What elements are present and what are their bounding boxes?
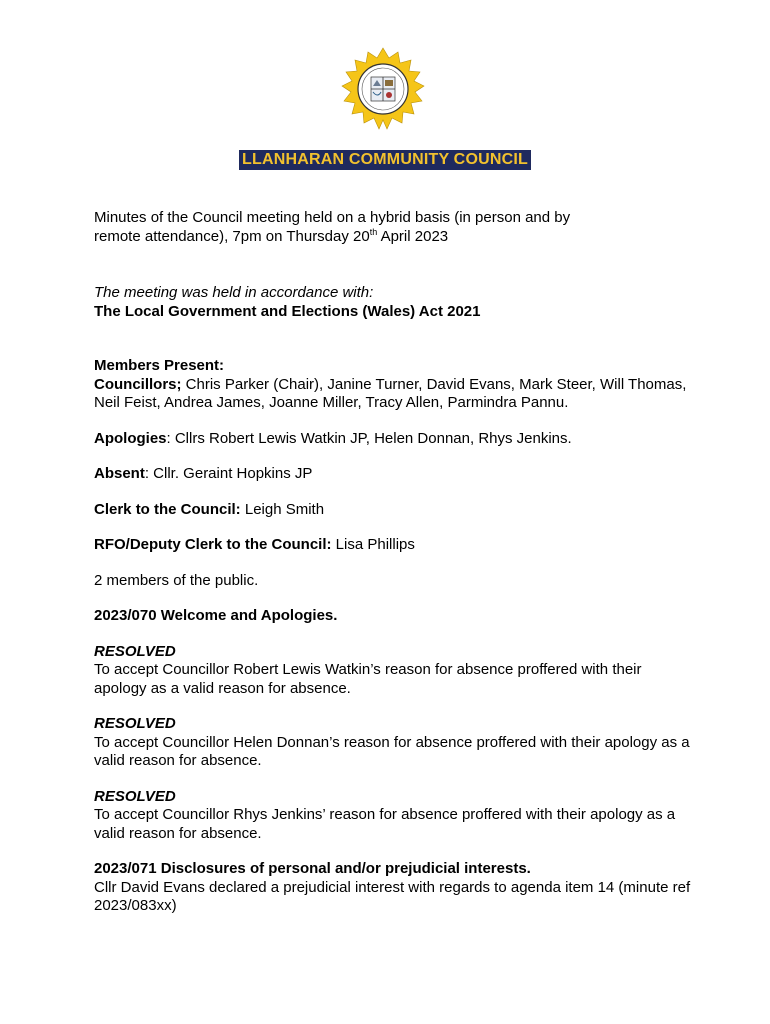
item-071-text: Cllr David Evans declared a prejudicial interest with regards to agenda item 14 (minute ref 2023/083xx)	[94, 878, 691, 914]
members-heading: Members Present:	[94, 357, 225, 374]
clerk-label: Clerk to the Council:	[94, 500, 241, 518]
title-container	[0, 150, 770, 170]
public-attendance: 2 members of the public.	[94, 571, 259, 589]
council-title: LLANHARAN COMMUNITY COUNCIL	[239, 150, 531, 170]
rfo-clerk	[94, 536, 694, 555]
apologies	[94, 430, 694, 449]
accordance-statement: The meeting was held in accordance with:	[94, 284, 374, 301]
resolution-text: To accept Councillor Rhys Jenkins’ reason for absence proffered with their apology as a valid reason for absence.	[94, 806, 676, 842]
resolved-label: RESOLVED	[94, 642, 176, 660]
intro-line1: Minutes of the Council meeting held on a hybrid basis (in person and by	[94, 209, 571, 226]
item-070-heading: 2023/070 Welcome and Apologies.	[94, 607, 338, 624]
resolved-label: RESOLVED	[94, 787, 176, 805]
resolution-text: To accept Councillor Robert Lewis Watkin’s reason for absence proffered with their apology as a valid reason for absence.	[94, 661, 642, 697]
clerk	[94, 501, 694, 520]
resolution-2	[94, 715, 694, 771]
rfo-name: Lisa Phillips	[331, 536, 415, 553]
item-071-heading: 2023/071 Disclosures of personal and/or prejudicial interests.	[94, 860, 531, 877]
resolution-1	[94, 643, 694, 699]
rfo-label: RFO/Deputy Clerk to the Council:	[94, 536, 332, 553]
minutes-content	[94, 209, 694, 916]
item-071	[94, 860, 694, 916]
meeting-intro	[94, 209, 694, 246]
absent-label: Absent	[94, 465, 145, 482]
resolution-text: To accept Councillor Helen Donnan’s reason for absence proffered with their apology as a valid reason for absence.	[94, 733, 690, 769]
resolution-3	[94, 788, 694, 844]
members-present	[94, 357, 694, 413]
absent	[94, 465, 694, 484]
clerk-name: Leigh Smith	[240, 500, 325, 518]
absent-text: : Cllr. Geraint Hopkins JP	[144, 465, 313, 482]
resolved-label: RESOLVED	[94, 715, 176, 732]
intro-line2: remote attendance), 7pm on Thursday 20	[94, 227, 370, 245]
intro-ordinal: th	[369, 226, 378, 237]
accordance-block	[94, 284, 694, 321]
councillors-label: Councillors;	[94, 375, 182, 393]
intro-line2-end: April 2023	[377, 227, 449, 245]
apologies-text: : Cllrs Robert Lewis Watkin JP, Helen Donnan, Rhys Jenkins.	[166, 429, 572, 447]
councillors-list: Chris Parker (Chair), Janine Turner, David Evans, Mark Steer, Will Thomas, Neil Feist, Andrea James, Joanne Miller, Tracy Allen, Parmindra Pannu.	[94, 375, 687, 411]
act-title: The Local Government and Elections (Wales) Act 2021	[94, 302, 481, 320]
apologies-label: Apologies	[94, 429, 167, 447]
council-crest-icon	[340, 46, 426, 132]
